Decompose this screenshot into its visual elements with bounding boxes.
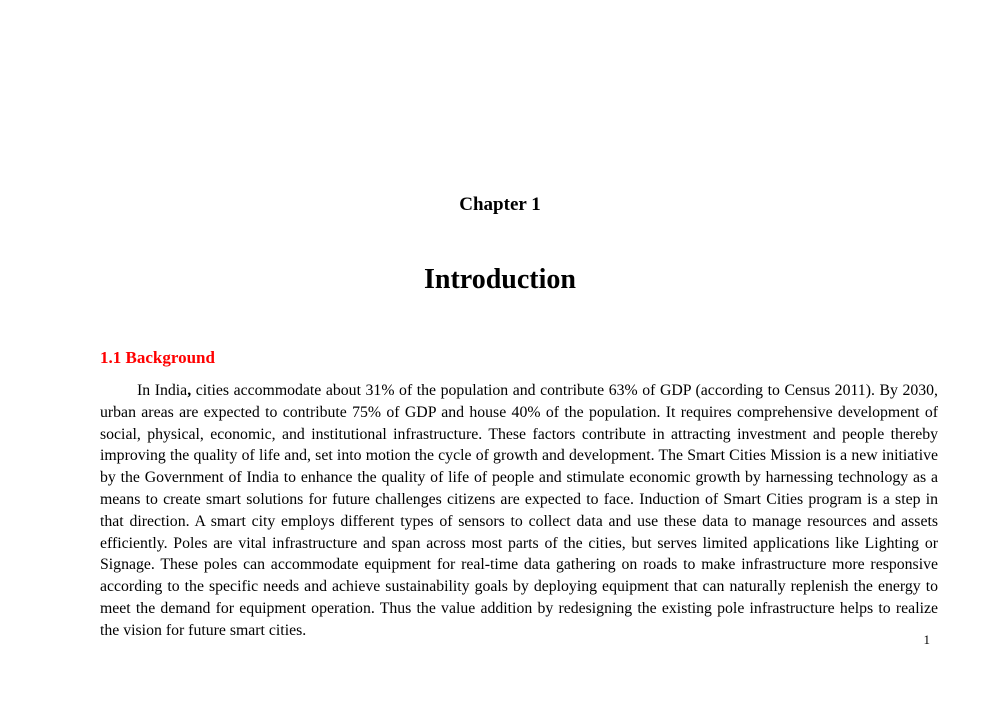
background-paragraph <box>100 380 938 642</box>
paragraph-lead: In India <box>137 382 188 399</box>
chapter-label: Chapter 1 <box>459 194 541 215</box>
page-number: 1 <box>923 632 930 647</box>
paragraph-bold-comma: , <box>187 382 192 399</box>
section-heading: 1.1 Background <box>100 348 215 367</box>
chapter-title: Introduction <box>424 264 576 295</box>
paragraph-body: cities accommodate about 31% of the population and contribute 63% of GDP (according to Census 2011). By 2030, urban areas are expected to contribute 75% of GDP and house 40% of the population. It requires comprehensive development of social, physical, economic, and institutional infrastructure. These factors contribute in attracting investment and people thereby improving the quality of life and, set into motion the cycle of growth and development. The Smart Cities Mission is a new initiative by the Government of India to enhance the quality of life of people and stimulate economic growth by harnessing technology as a means to create smart solutions for future challenges citizens are expected to face. Induction of Smart Cities program is a step in that direction. A smart city employs different types of sensors to collect data and use these data to manage resources and assets efficiently. Poles are vital infrastructure and span across most parts of the cities, but serves limited applications like Lighting or Signage. These poles can accommodate equipment for real-time data gathering on roads to make infrastructure more responsive according to the specific needs and achieve sustainability goals by deploying equipment that can naturally replenish the energy to meet the demand for equipment operation. Thus the value addition by redesigning the existing pole infrastructure helps to realize the vision for future smart cities. <box>100 382 938 639</box>
